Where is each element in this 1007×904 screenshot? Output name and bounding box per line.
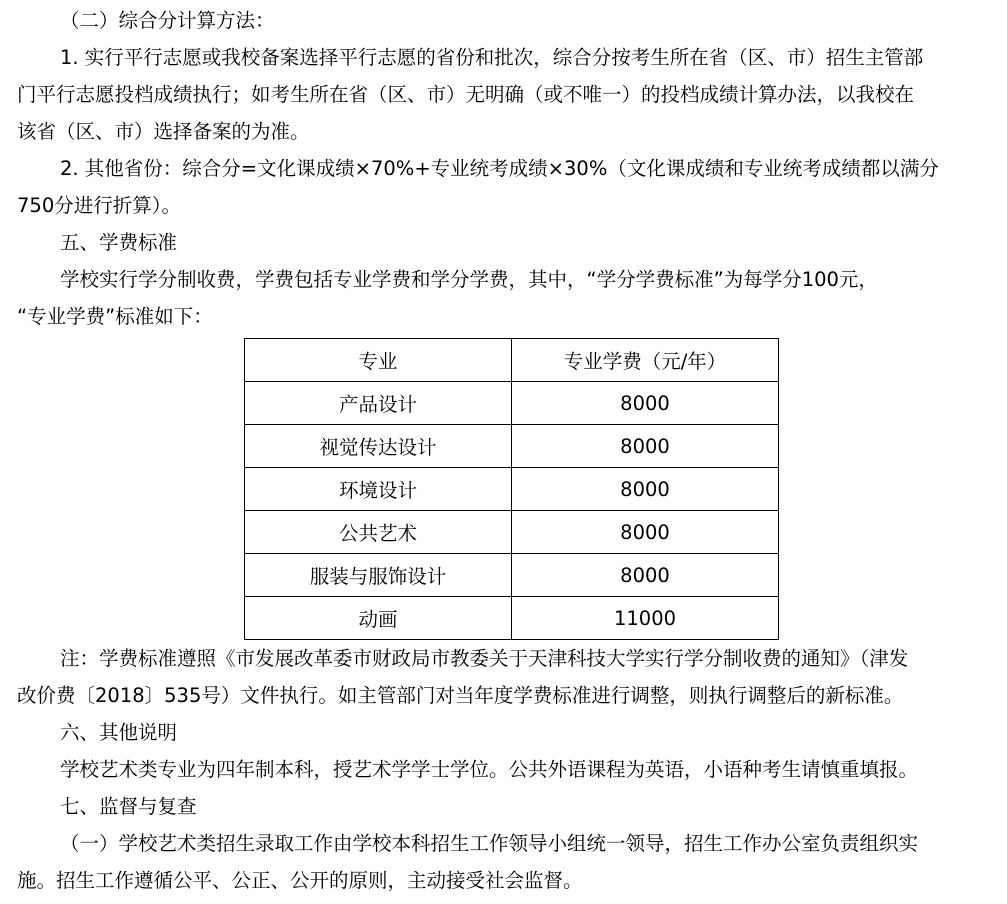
- cell-major: 视觉传达设计: [245, 425, 512, 468]
- cell-major: 服装与服饰设计: [245, 554, 512, 597]
- note-line: 改价费〔2018〕535号）文件执行。如主管部门对当年度学费标准进行调整，则执行调整后的新标准。: [17, 684, 904, 707]
- text-block-before-table: [0, 2, 1007, 335]
- paragraph-line: 施。招生工作遵循公平、公正、公开的原则，主动接受社会监督。: [17, 869, 583, 892]
- table-header-row: [245, 339, 779, 382]
- paragraph-line: （一）学校艺术类招生录取工作由学校本科招生工作领导小组统一领导，招生工作办公室负责组织实: [60, 832, 919, 855]
- cell-tuition: 8000: [512, 425, 779, 468]
- section-heading-supervision: 七、监督与复查: [60, 795, 197, 818]
- cell-major: 公共艺术: [245, 511, 512, 554]
- table-row: [245, 597, 779, 640]
- paragraph-line: 750分进行折算）。: [17, 194, 181, 217]
- header-tuition: 专业学费（元/年）: [512, 339, 779, 382]
- tuition-table: [244, 338, 779, 640]
- paragraph-line: 门平行志愿投档成绩执行；如考生所在省（区、市）无明确（或不唯一）的投档成绩计算办法，以我校在: [17, 83, 915, 106]
- cell-tuition: 8000: [512, 511, 779, 554]
- cell-major: 环境设计: [245, 468, 512, 511]
- cell-tuition: 8000: [512, 554, 779, 597]
- table-row: [245, 554, 779, 597]
- section-heading-other: 六、其他说明: [60, 721, 178, 744]
- paragraph-line: 学校实行学分制收费，学费包括专业学费和学分学费，其中，“学分学费标准”为每学分100元，: [60, 268, 878, 291]
- table-row: [245, 382, 779, 425]
- tuition-table-wrapper: [244, 338, 779, 640]
- paragraph-line: 学校艺术类专业为四年制本科，授艺术学学士学位。公共外语课程为英语，小语种考生请慎重填报。: [60, 758, 919, 781]
- note-line: 注：学费标准遵照《市发展改革委市财政局市教委关于天津科技大学实行学分制收费的通知》（津发: [60, 647, 909, 670]
- table-row: [245, 425, 779, 468]
- paragraph-line: “专业学费”标准如下：: [17, 305, 213, 328]
- table-row: [245, 468, 779, 511]
- paragraph-line: 该省（区、市）选择备案的为准。: [17, 120, 310, 143]
- cell-tuition: 8000: [512, 382, 779, 425]
- section-heading-tuition: 五、学费标准: [60, 231, 178, 254]
- cell-tuition: 8000: [512, 468, 779, 511]
- paragraph-line: 1. 实行平行志愿或我校备案选择平行志愿的省份和批次，综合分按考生所在省（区、市）招生主管部: [60, 46, 924, 69]
- text-block-after-table: [0, 640, 1007, 899]
- paragraph-line: 2. 其他省份：综合分=文化课成绩×70%+专业统考成绩×30%（文化课成绩和专业统考成绩都以满分: [60, 157, 939, 180]
- subheading-composite-score: （二）综合分计算方法：: [60, 9, 275, 32]
- cell-tuition: 11000: [512, 597, 779, 640]
- cell-major: 产品设计: [245, 382, 512, 425]
- table-row: [245, 511, 779, 554]
- cell-major: 动画: [245, 597, 512, 640]
- header-major: 专业: [245, 339, 512, 382]
